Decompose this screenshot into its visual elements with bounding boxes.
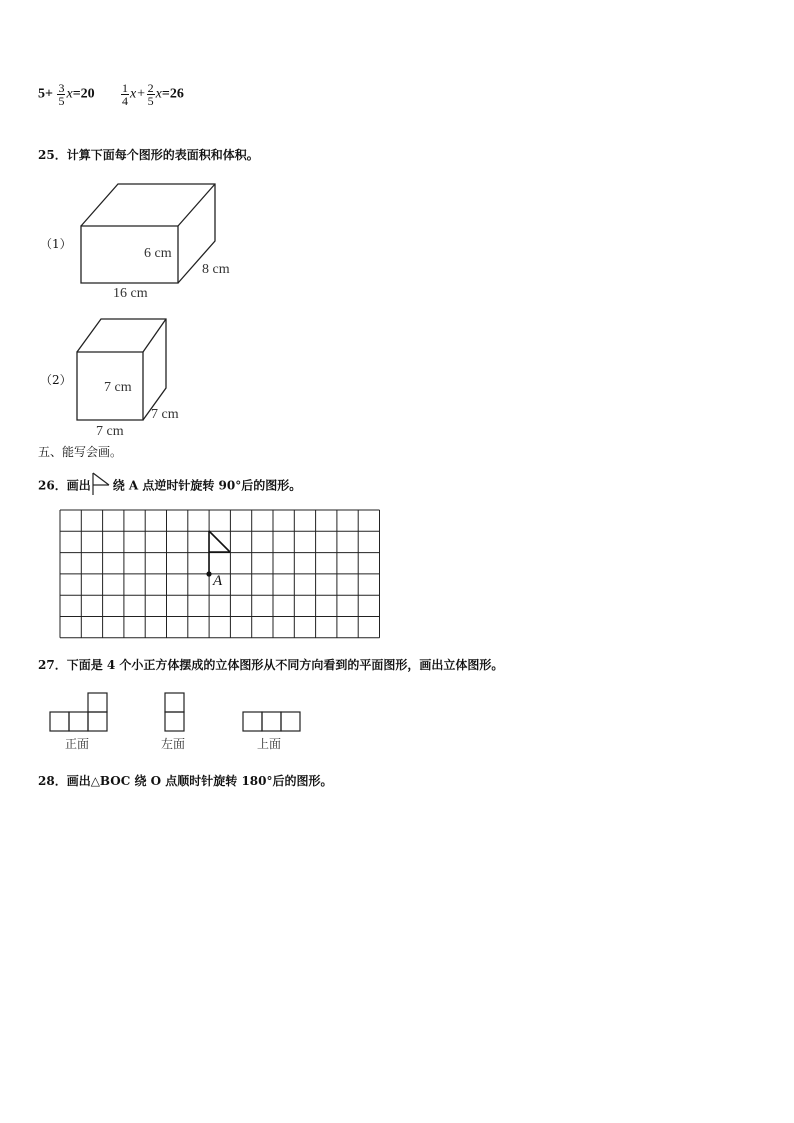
question-25-title: 25．计算下面每个图形的表面积和体积。 [38, 148, 259, 162]
top-view-caption: 上面 [257, 737, 282, 751]
equation-1: 5+ $\frac{3}{5}$ x=20 [38, 81, 95, 108]
left-view [165, 693, 184, 731]
cuboid-1-height-label: 6 cm [144, 246, 172, 261]
cube-2-length-label: 7 cm [96, 424, 124, 439]
question-26-suffix: 绕 A 点逆时针旋转 90°后的图形。 [112, 478, 302, 493]
front-view-caption: 正面 [65, 737, 90, 751]
left-view-caption: 左面 [161, 737, 186, 751]
cube-2-height-label: 7 cm [104, 380, 132, 395]
equation-2: $\frac{1}{4}$ x+ $\frac{2}{5}$ x=26 [122, 81, 184, 108]
section-5-title: 五、能写会画。 [38, 445, 123, 459]
point-a-label: A [213, 573, 223, 589]
figure-2-label: （2） [40, 373, 72, 387]
cuboid-1-length-label: 16 cm [113, 286, 148, 301]
figure-1-label: （1） [40, 237, 72, 251]
question-26-prefix: 26．画出 [38, 478, 91, 493]
front-view [50, 693, 107, 731]
top-view [243, 712, 300, 731]
cube-2-depth-label: 7 cm [151, 407, 179, 422]
fraction-2-5: $\frac{2}{5}$ [147, 81, 154, 108]
fraction-3-5: $\frac{3}{5}$ [58, 81, 65, 108]
fraction-1-4: $\frac{1}{4}$ [122, 81, 128, 108]
question-28-title: 28．画出△BOC 绕 O 点顺时针旋转 180°后的图形。 [38, 774, 333, 788]
cuboid-1-depth-label: 8 cm [202, 262, 230, 277]
question-27-title: 27．下面是 4 个小正方体摆成的立体图形从不同方向看到的平面图形，画出立体图形。 [38, 658, 504, 672]
